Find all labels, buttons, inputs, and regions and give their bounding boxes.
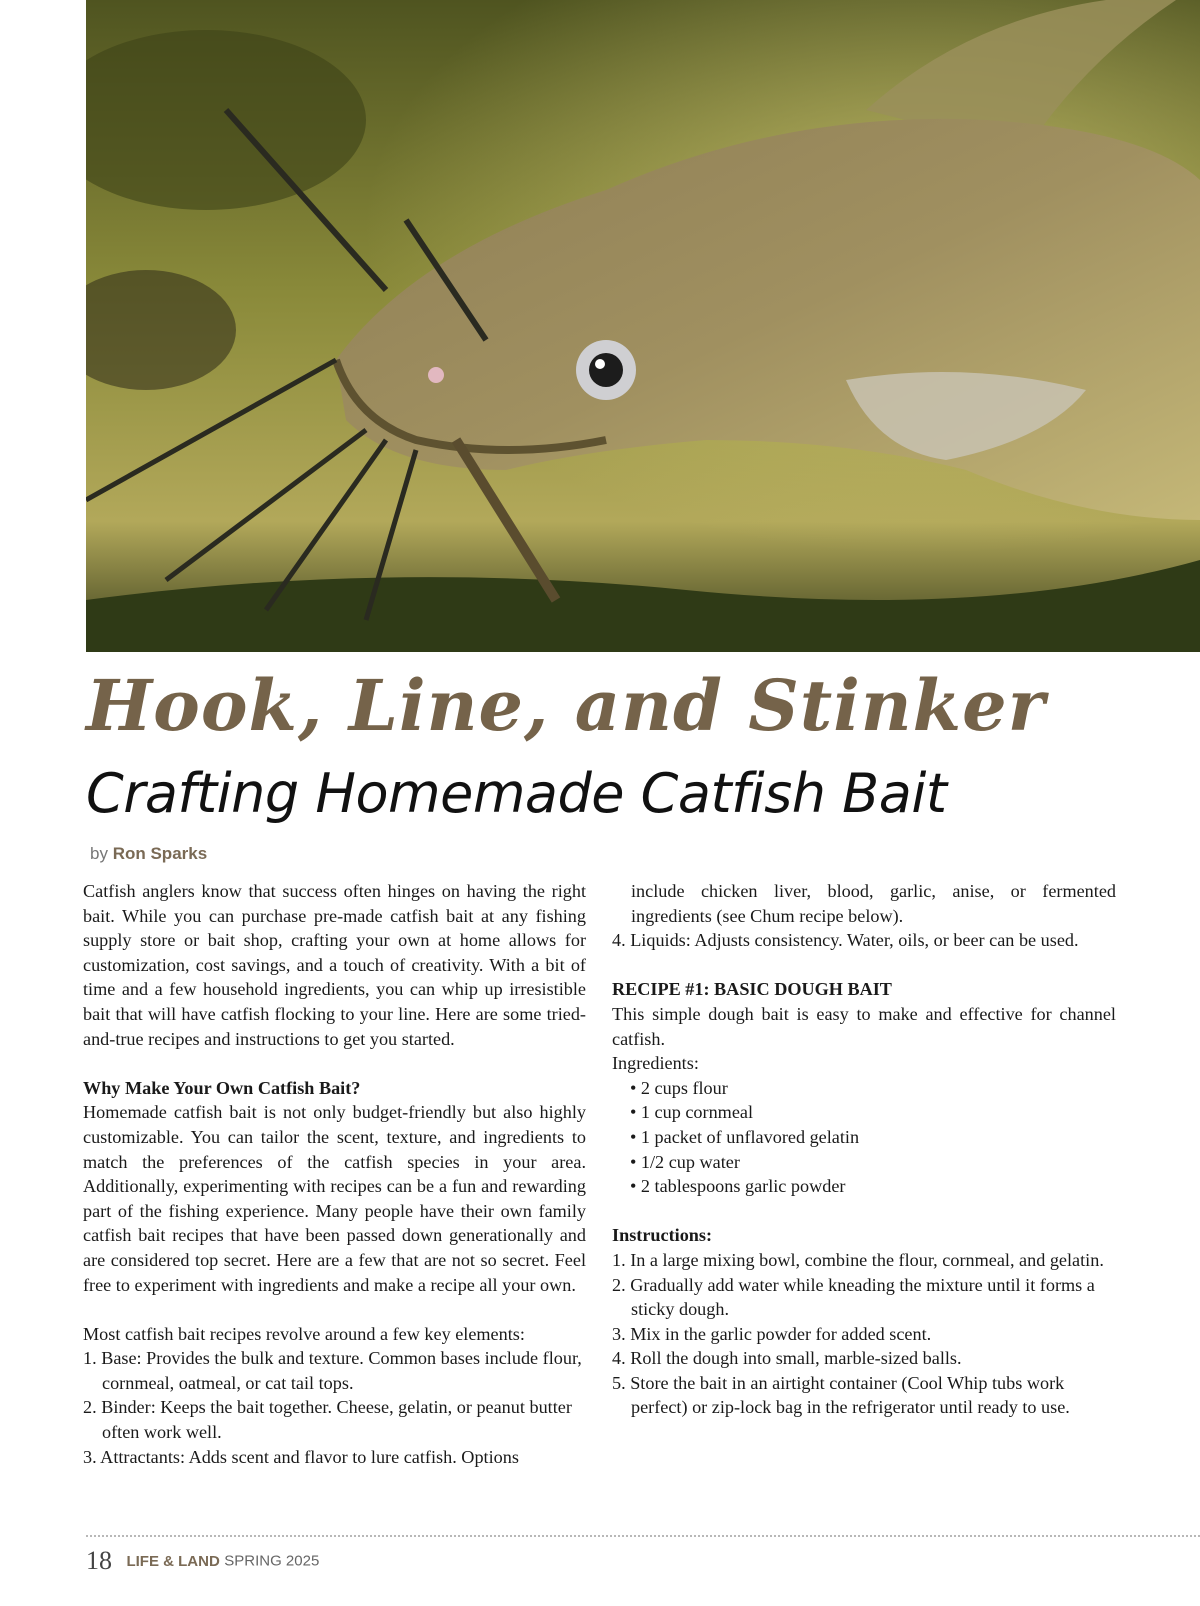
author-name: Ron Sparks <box>112 844 208 863</box>
why-paragraph: Homemade catfish bait is not only budget-friendly but also highly customizable. You can tailor the scent, texture, and ingredients to match the preferences of the catfish species in your area. Additionally, experimenting with recipes can be a fun and rewarding part of the fishing experience. Many people have their own family catfish bait recipes that have been passed down generationally and are considered top secret. Here are a few that are not so secret. Feel free to experiment with ingredients and make a recipe all your own. <box>83 1102 586 1295</box>
issue-season: SPRING 2025 <box>224 1552 320 1570</box>
ingredient-item: • 1 packet of unflavored gelatin <box>630 1126 860 1147</box>
magazine-name: LIFE & LAND <box>126 1552 220 1570</box>
instruction-step: 2. Gradually add water while kneading the mixture until it forms a sticky dough. <box>612 1274 1095 1320</box>
element-item: 3. Attractants: Adds scent and flavor to lure catfish. Options <box>83 1446 519 1467</box>
element-item: 1. Base: Provides the bulk and texture. Common bases include flour, cornmeal, oatmeal, or cat tail tops. <box>83 1348 582 1393</box>
elements-intro: Most catfish bait recipes revolve around a few key elements: <box>83 1323 525 1344</box>
ingredient-item: • 2 tablespoons garlic powder <box>630 1176 846 1197</box>
hero-photo-catfish <box>86 0 1200 652</box>
recipe-intro: This simple dough bait is easy to make and effective for channel catfish. <box>612 1003 1116 1049</box>
ingredient-item: • 1 cup cornmeal <box>630 1102 754 1123</box>
element-item: 4. Liquids: Adjusts consistency. Water, oils, or beer can be used. <box>612 930 1079 951</box>
why-heading: Why Make Your Own Catfish Bait? <box>83 1077 361 1098</box>
element-item-continued: include chicken liver, blood, garlic, anise, or fermented ingredients (see Chum recipe below). <box>631 881 1116 926</box>
instruction-step: 4. Roll the dough into small, marble-sized balls. <box>612 1348 962 1369</box>
article-subtitle: Crafting Homemade Catfish Bait <box>86 762 947 825</box>
instruction-step: 3. Mix in the garlic powder for added scent. <box>612 1323 932 1344</box>
byline <box>90 844 207 864</box>
footer-divider <box>86 1535 1200 1537</box>
instruction-step: 1. In a large mixing bowl, combine the flour, cornmeal, and gelatin. <box>612 1249 1104 1270</box>
recipe-heading: RECIPE #1: BASIC DOUGH BAIT <box>612 979 892 1000</box>
catfish-illustration <box>86 0 1200 652</box>
instruction-step: 5. Store the bait in an airtight container (Cool Whip tubs work perfect) or zip-lock bag in the refrigerator until ready to use. <box>612 1372 1070 1418</box>
right-column <box>612 879 1116 1420</box>
byline-prefix: by <box>90 844 108 863</box>
article-title: Hook, Line, and Stinker <box>86 664 1046 747</box>
element-item: 2. Binder: Keeps the bait together. Cheese, gelatin, or peanut butter often work well. <box>83 1397 572 1443</box>
left-column <box>83 879 586 1469</box>
ingredient-item: • 2 cups flour <box>630 1077 728 1098</box>
page-footer <box>86 1546 319 1580</box>
ingredients-label: Ingredients: <box>612 1053 699 1074</box>
intro-paragraph: Catfish anglers know that success often hinges on having the right bait. While you can purchase pre-made catfish bait at any fishing supply store or bait shop, crafting your own at home allows for customization, cost savings, and a touch of creativity. With a bit of time and a few household ingredients, you can whip up irresistible bait that will have catfish flocking to your line. Here are some tried-and-true recipes and instructions to get you started. <box>83 881 586 1049</box>
page-number: 18 <box>86 1546 112 1575</box>
instructions-label: Instructions: <box>612 1225 713 1246</box>
ingredient-item: • 1/2 cup water <box>630 1151 740 1172</box>
